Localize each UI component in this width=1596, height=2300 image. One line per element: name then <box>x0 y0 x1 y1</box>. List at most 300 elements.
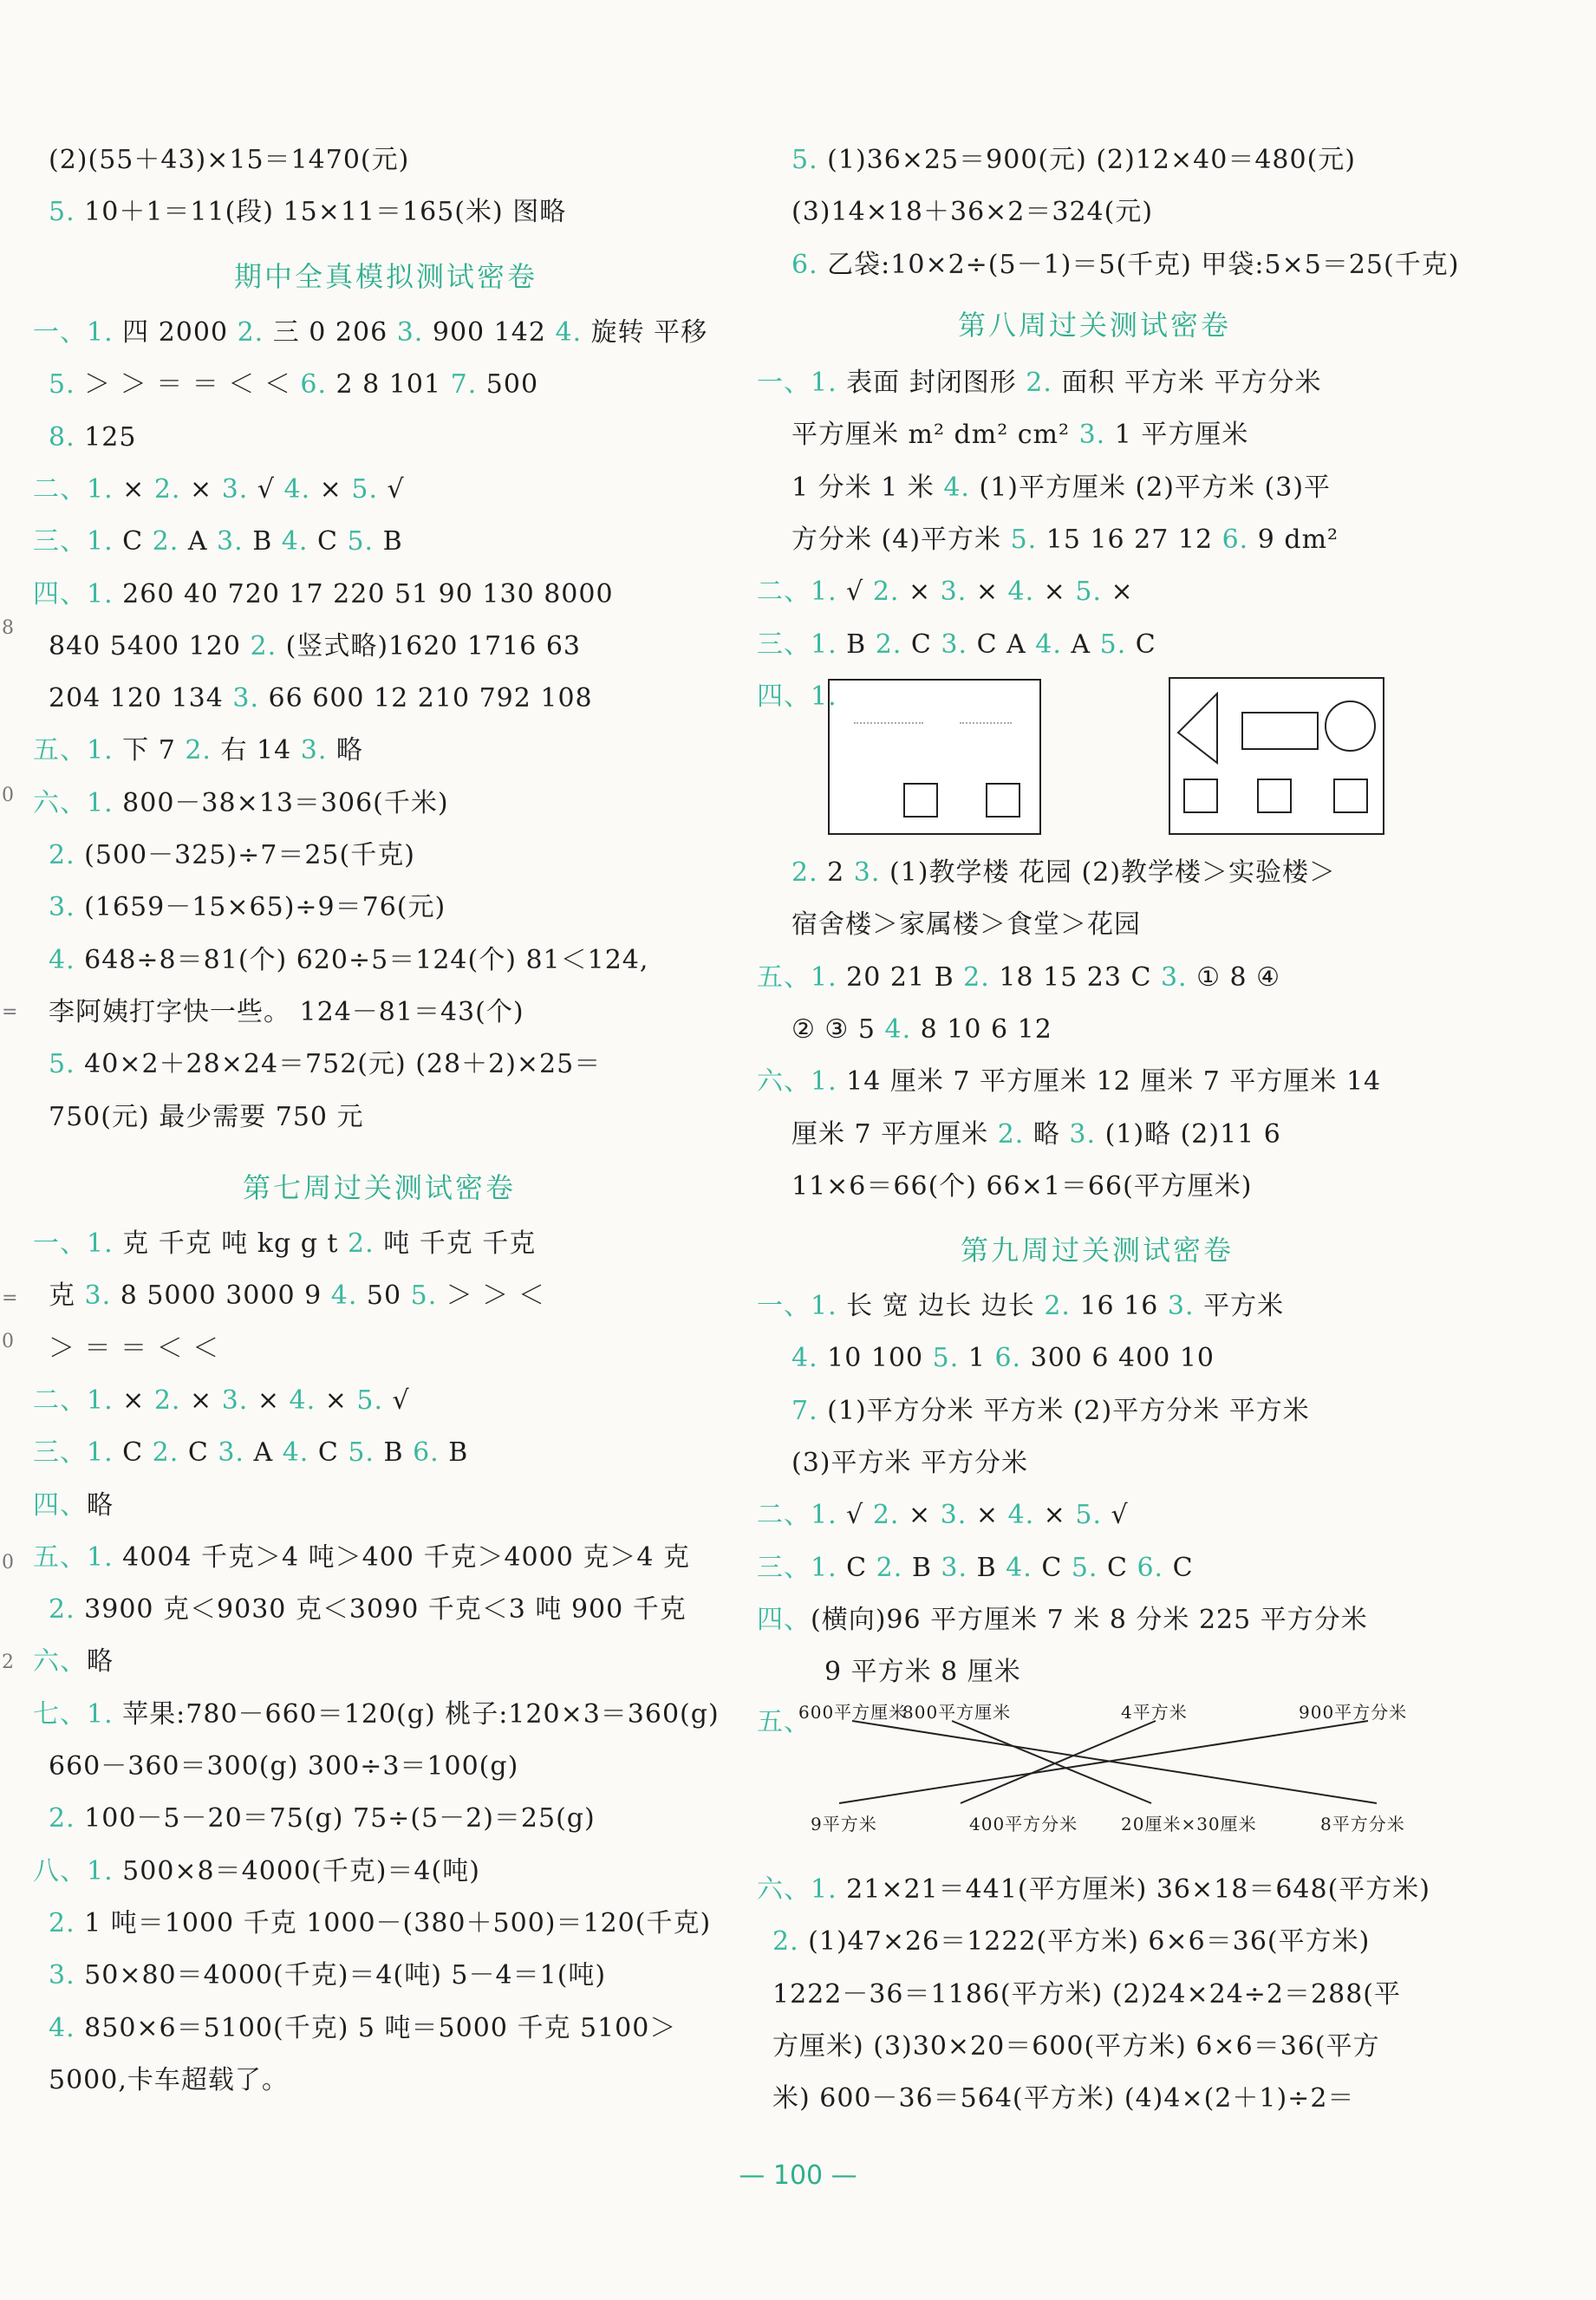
question-number: 3. <box>1167 1291 1195 1321</box>
question-number: 3. <box>84 1280 112 1312</box>
question-number: 5. <box>49 197 75 228</box>
question-number: 5. <box>1010 524 1038 555</box>
answer-text: (3)14×18＋36×2＝324(元) <box>791 197 1154 228</box>
answer-text: × <box>899 1500 941 1531</box>
answer-text: C <box>308 526 348 557</box>
answer-text: × <box>310 473 352 505</box>
question-number: 5. <box>49 369 75 401</box>
section-title: 第七周过关测试密卷 <box>243 1171 517 1204</box>
answer-text: 方分米 (4)平方米 <box>791 524 1011 555</box>
question-number: 3. <box>300 735 328 766</box>
question-number: 2. <box>153 473 181 505</box>
answer-line <box>772 1976 1401 2014</box>
question-number: 3. <box>49 1960 75 1991</box>
question-number: 7. <box>450 369 478 401</box>
answer-text: 1222－36＝1186(平方米) (2)24×24÷2＝288(平 <box>772 1978 1401 2010</box>
answer-line <box>49 1277 545 1315</box>
answer-line <box>33 1539 690 1577</box>
question-number: 4. <box>943 472 970 503</box>
question-number: 4. <box>49 944 75 975</box>
margin-mark: 0 <box>2 1552 14 1574</box>
answer-text: 5000,卡车超载了。 <box>49 2064 289 2095</box>
answer-line <box>33 314 707 352</box>
answer-text: 14 厘米 7 平方厘米 12 厘米 7 平方厘米 14 <box>837 1066 1382 1098</box>
answer-line <box>33 732 363 770</box>
answer-text: 略 <box>87 1489 114 1521</box>
answer-line <box>49 1800 596 1838</box>
question-number: 3. <box>232 683 260 714</box>
answer-line <box>791 1168 1253 1206</box>
question-number: 2. <box>185 735 212 766</box>
answer-line <box>772 2080 1354 2118</box>
matching-item-top: 600平方厘米 <box>798 1702 908 1723</box>
question-number: 4. <box>555 317 583 348</box>
answer-text: C <box>1032 1552 1072 1583</box>
answer-line <box>49 628 581 666</box>
question-number: 5. <box>49 1049 75 1080</box>
answer-text: 长 宽 边长 边长 <box>837 1291 1045 1321</box>
question-number: 2. <box>49 1803 75 1834</box>
question-number: 3. <box>1069 1118 1097 1150</box>
question-number: 5. <box>1071 1552 1098 1583</box>
answer-text: × <box>248 1385 290 1416</box>
answer-text: 右 14 <box>211 735 301 766</box>
answer-line <box>33 471 405 509</box>
question-number: 八、1. <box>33 1855 114 1886</box>
question-number: 5. <box>791 145 818 175</box>
answer-text: × <box>113 1385 154 1416</box>
answer-text: C <box>113 526 153 557</box>
question-number: 3. <box>218 1437 244 1469</box>
answer-text: 1 分米 1 米 <box>791 472 944 503</box>
answer-text: 乙袋:10×2÷(5－1)＝5(千克) 甲袋:5×5＝25(千克) <box>818 249 1460 280</box>
answer-line <box>757 1287 1284 1326</box>
answer-line <box>49 193 566 231</box>
question-number: 2. <box>1026 368 1052 398</box>
section-title: 第九周过关测试密卷 <box>961 1234 1234 1267</box>
question-number: 2. <box>772 1926 799 1958</box>
question-number: 4. <box>330 1280 358 1312</box>
answer-text: ＞ ＞ ＜ <box>437 1280 545 1312</box>
question-number: 4. <box>791 1343 818 1374</box>
answer-text: 66 600 12 210 792 108 <box>259 683 593 714</box>
question-number: 4. <box>1035 629 1062 660</box>
question-number: 4. <box>49 2012 75 2043</box>
question-number: 三、1. <box>33 526 114 557</box>
answer-line <box>757 678 837 716</box>
question-number: 5. <box>1075 577 1102 608</box>
question-number: 一、1. <box>33 317 114 348</box>
question-number: 3. <box>1160 961 1188 993</box>
question-number: 6. <box>1137 1552 1164 1583</box>
answer-text: 平方米 <box>1194 1291 1285 1321</box>
answer-text: 100－5－20＝75(g) 75÷(5－2)＝25(g) <box>75 1803 596 1834</box>
answer-text: × <box>180 473 222 505</box>
margin-mark: 2 <box>2 1652 14 1673</box>
question-number: 七、1. <box>33 1698 114 1730</box>
question-number: 四、1. <box>33 578 114 609</box>
answer-line <box>791 1444 1028 1482</box>
answer-line <box>757 573 1134 611</box>
question-number: 3. <box>1078 420 1106 451</box>
question-number: 六、1. <box>757 1874 837 1905</box>
question-number: 2. <box>876 1552 903 1583</box>
answer-line <box>772 1923 1370 1961</box>
answer-text: 1 <box>959 1343 995 1374</box>
question-number: 3. <box>221 473 249 505</box>
question-number: 2. <box>872 1500 900 1531</box>
answer-text: 9 dm² <box>1248 524 1339 555</box>
question-number: 5. <box>347 526 375 557</box>
answer-text: (1)36×25＝900(元) (2)12×40＝480(元) <box>818 145 1356 175</box>
answer-text: 40×2＋28×24＝752(元) (28＋2)×25＝ <box>75 1049 602 1080</box>
question-number: 5. <box>1075 1500 1102 1531</box>
answer-text: 四 2000 <box>113 317 238 348</box>
answer-text: 840 5400 120 <box>49 630 251 661</box>
answer-text: 15 16 27 12 <box>1037 524 1222 555</box>
answer-text: (2)(55＋43)×15＝1470(元) <box>49 145 410 175</box>
answer-line <box>791 854 1336 892</box>
answer-text: (1)47×26＝1222(平方米) 6×6＝36(平方米) <box>798 1926 1371 1958</box>
answer-text: × <box>113 473 154 505</box>
answer-text: C <box>113 1437 153 1469</box>
matching-item-bottom: 9平方米 <box>811 1814 877 1834</box>
margin-mark: = <box>2 1001 18 1023</box>
question-number: 7. <box>791 1395 818 1426</box>
question-number: 2. <box>963 961 990 993</box>
answer-line <box>49 1957 606 1995</box>
question-number: 五、1. <box>33 735 114 766</box>
question-number: 四、 <box>757 1604 811 1635</box>
question-number: 6. <box>413 1437 440 1469</box>
question-number: 三、1. <box>757 1552 837 1583</box>
answer-text: 300 6 400 10 <box>1021 1343 1215 1374</box>
answer-text: 米) 600－36＝564(平方米) (4)4×(2＋1)÷2＝ <box>772 2083 1355 2114</box>
answer-text: 宿舍楼＞家属楼＞食堂＞花园 <box>791 909 1141 941</box>
answer-text: 204 120 134 <box>49 683 233 714</box>
question-number: 一、1. <box>33 1228 114 1259</box>
question-number: 5. <box>932 1343 960 1374</box>
answer-line <box>49 1748 518 1786</box>
answer-text: ＞ ＝ ＝ ＜ ＜ <box>49 1332 220 1364</box>
answer-text: 648÷8＝81(个) 620÷5＝124(个) 81＜124, <box>75 944 649 975</box>
answer-text: (竖式略)1620 1716 63 <box>277 630 581 661</box>
answer-text: 下 7 <box>113 735 186 766</box>
answer-line <box>33 1382 410 1420</box>
answer-line <box>791 416 1248 454</box>
answer-text: A <box>244 1437 283 1469</box>
answer-text: (1)平方厘米 (2)平方米 (3)平 <box>969 472 1332 503</box>
question-number: 五、1. <box>757 961 837 993</box>
question-number: 5. <box>348 1437 375 1469</box>
question-number: 3. <box>221 1385 249 1416</box>
answer-text: 克 <box>49 1280 85 1312</box>
answer-text: 10 100 <box>818 1343 933 1374</box>
answer-text: 11×6＝66(个) 66×1＝66(平方厘米) <box>791 1170 1253 1202</box>
answer-text: ② ③ 5 <box>791 1013 885 1045</box>
answer-text: C <box>309 1437 349 1469</box>
question-number: 3. <box>217 526 244 557</box>
answer-line <box>49 1330 219 1368</box>
question-number: 2. <box>49 1907 75 1938</box>
answer-text: 厘米 7 平方厘米 <box>791 1118 998 1150</box>
answer-text: 三 0 206 <box>264 317 397 348</box>
answer-line <box>791 521 1339 559</box>
matching-item-bottom: 20厘米×30厘米 <box>1121 1814 1257 1834</box>
answer-line <box>49 889 446 927</box>
question-number: 4. <box>1006 1552 1033 1583</box>
answer-text: 吨 千克 千克 <box>374 1228 537 1259</box>
answer-text: √ <box>377 473 405 505</box>
question-number: 4. <box>884 1013 912 1045</box>
answer-text: 2 8 101 <box>327 369 451 401</box>
answer-line <box>791 246 1459 284</box>
answer-line <box>757 364 1321 402</box>
question-number: 2. <box>250 630 277 661</box>
answer-text: 表面 封闭图形 <box>837 368 1026 398</box>
answer-text: 李阿姨打字快一些。 124－81＝43(个) <box>49 996 524 1027</box>
answer-text: 方厘米) (3)30×20＝600(平方米) 6×6＝36(平方 <box>772 2030 1380 2062</box>
question-number: 6. <box>994 1343 1022 1374</box>
answer-text: C <box>1126 629 1156 660</box>
answer-line <box>49 680 593 718</box>
question-number: 2. <box>872 577 900 608</box>
answer-text: (1659－15×65)÷9＝76(元) <box>75 892 446 923</box>
answer-line <box>757 959 1280 997</box>
question-number: 3. <box>49 892 75 923</box>
matching-item-top: 800平方厘米 <box>902 1702 1012 1723</box>
answer-text: ＞ ＞ ＝ ＝ ＜ ＜ <box>75 369 301 401</box>
question-number: 四、1. <box>757 681 837 712</box>
question-number: 六、1. <box>33 787 114 818</box>
answer-text: 660－360＝300(g) 300÷3＝100(g) <box>49 1751 519 1782</box>
answer-text: 750(元) 最少需要 750 元 <box>49 1101 364 1132</box>
answer-text: 略 <box>327 735 363 766</box>
answer-text: C <box>902 629 941 660</box>
answer-text: 8 5000 3000 9 <box>111 1280 331 1312</box>
question-number: 5. <box>351 473 378 505</box>
question-number: 4. <box>1007 1500 1035 1531</box>
answer-line <box>49 837 415 875</box>
answer-text: C A <box>967 629 1036 660</box>
question-number: 二、1. <box>33 473 114 505</box>
answer-text: 20 21 B <box>837 961 964 993</box>
answer-text: 略 <box>1024 1118 1070 1150</box>
question-number: 2. <box>152 1437 179 1469</box>
answer-text: × <box>1101 577 1134 608</box>
answer-text: B <box>967 1552 1006 1583</box>
question-number: 二、1. <box>757 1500 837 1531</box>
matching-item-top: 900平方分米 <box>1299 1702 1408 1723</box>
answer-text: 8 10 6 12 <box>911 1013 1052 1045</box>
margin-mark: 0 <box>2 785 14 806</box>
answer-text: 260 40 720 17 220 51 90 130 8000 <box>113 578 614 609</box>
answer-text: B <box>374 1437 414 1469</box>
question-number: 二、1. <box>33 1385 114 1416</box>
answer-line <box>49 419 136 457</box>
answer-text: 21×21＝441(平方厘米) 36×18＝648(平方米) <box>837 1874 1431 1905</box>
question-number: 5. <box>356 1385 383 1416</box>
answer-line <box>791 193 1153 231</box>
answer-text: 500 <box>477 369 539 401</box>
answer-text: B <box>374 526 403 557</box>
answer-text: × <box>1034 577 1076 608</box>
answer-text: 平方厘米 m² dm² cm² <box>791 420 1079 451</box>
answer-text: ① 8 ④ <box>1187 961 1281 993</box>
answer-line <box>791 1011 1052 1049</box>
question-number: 4. <box>1007 577 1035 608</box>
answer-text: 2 <box>818 857 854 888</box>
margin-mark: = <box>2 1287 18 1309</box>
answer-line <box>49 1591 687 1629</box>
answer-text: 4004 千克＞4 吨＞400 千克＞4000 克＞4 克 <box>113 1541 690 1573</box>
question-number: 2. <box>237 317 264 348</box>
question-number: 3. <box>940 577 967 608</box>
answer-line <box>49 994 524 1032</box>
answer-text: (1)教学楼 花园 (2)教学楼＞实验楼＞ <box>880 857 1337 888</box>
answer-line <box>33 1696 720 1734</box>
answer-line <box>49 1098 364 1137</box>
answer-line <box>791 1116 1281 1154</box>
margin-mark: 0 <box>2 1331 14 1352</box>
question-number: 2. <box>997 1118 1025 1150</box>
answer-text: (3)平方米 平方分米 <box>791 1447 1029 1478</box>
answer-text: 克 千克 吨 kg g t <box>113 1228 349 1259</box>
answer-text: 18 15 23 C <box>989 961 1161 993</box>
answer-line <box>33 1853 480 1891</box>
question-number: 三、1. <box>33 1437 114 1469</box>
question-number: 3. <box>941 1552 968 1583</box>
answer-text: 9 平方米 8 厘米 <box>824 1657 1021 1688</box>
answer-text: 50 <box>357 1280 411 1312</box>
question-number: 4. <box>289 1385 316 1416</box>
answer-text: √ <box>248 473 284 505</box>
answer-line <box>791 1339 1215 1378</box>
answer-line <box>33 1487 114 1525</box>
question-number: 6. <box>791 249 818 280</box>
answer-line <box>757 1601 1368 1639</box>
answer-text: 16 16 <box>1070 1291 1168 1321</box>
answer-text: 900 142 <box>423 317 556 348</box>
answer-text: × <box>967 577 1008 608</box>
answer-text: C <box>179 1437 218 1469</box>
answer-text: A <box>1061 629 1100 660</box>
answer-text: 50×80＝4000(千克)＝4(吨) 5－4＝1(吨) <box>75 1960 607 1991</box>
answer-line <box>33 576 614 614</box>
margin-mark: 8 <box>2 617 14 639</box>
answer-line <box>757 1549 1194 1587</box>
answer-text: 800－38×13＝306(千米) <box>113 787 449 818</box>
answer-line <box>49 2010 676 2048</box>
answer-line <box>49 141 409 179</box>
answer-line <box>33 1643 114 1681</box>
answer-line <box>791 141 1356 179</box>
answer-line <box>33 1225 536 1263</box>
question-number: 四、 <box>33 1489 87 1521</box>
answer-text: (横向)96 平方厘米 7 米 8 分米 225 平方分米 <box>811 1604 1368 1635</box>
question-number: 2. <box>875 629 902 660</box>
matching-item-top: 4平方米 <box>1121 1702 1188 1723</box>
answer-line <box>33 785 449 823</box>
section-title: 期中全真模拟测试密卷 <box>234 260 538 293</box>
question-number: 2. <box>49 1594 75 1626</box>
answer-text: × <box>967 1500 1008 1531</box>
answer-text: B <box>837 629 876 660</box>
question-number: 3. <box>941 629 968 660</box>
answer-text: √ <box>837 577 873 608</box>
answer-line <box>49 1046 601 1084</box>
answer-text: × <box>899 577 941 608</box>
answer-text: B <box>439 1437 469 1469</box>
answer-text: × <box>180 1385 222 1416</box>
answer-text: C <box>1163 1552 1194 1583</box>
question-number: 3. <box>853 857 881 888</box>
answer-text: B <box>902 1552 941 1583</box>
answer-text: 面积 平方米 平方分米 <box>1052 368 1322 398</box>
answer-line <box>33 523 403 561</box>
question-number: 5. <box>410 1280 438 1312</box>
question-number: 2. <box>153 1385 181 1416</box>
question-number: 五、1. <box>33 1541 114 1573</box>
answer-line <box>791 1392 1310 1430</box>
answer-text: C <box>1098 1552 1137 1583</box>
question-number: 8. <box>49 421 75 453</box>
question-number: 2. <box>152 526 179 557</box>
question-number: 一、1. <box>757 1291 837 1321</box>
answer-line <box>49 366 538 404</box>
answer-text: 苹果:780－660＝120(g) 桃子:120×3＝360(g) <box>113 1698 720 1730</box>
answer-text: × <box>1034 1500 1076 1531</box>
answer-text: 850×6＝5100(千克) 5 吨＝5000 千克 5100＞ <box>75 2012 677 2043</box>
question-number: 2. <box>791 857 818 888</box>
section-title: 第八周过关测试密卷 <box>958 309 1232 342</box>
answer-text: 3900 克＜9030 克＜3090 千克＜3 吨 900 千克 <box>75 1594 687 1626</box>
question-number: 4. <box>281 526 309 557</box>
answer-line <box>33 1434 468 1472</box>
answer-text: A <box>179 526 218 557</box>
answer-text: √ <box>1101 1500 1129 1531</box>
answer-line <box>757 1063 1381 1101</box>
question-number: 一、1. <box>757 368 837 398</box>
answer-text: 125 <box>75 421 137 453</box>
answer-text: √ <box>383 1385 410 1416</box>
question-number: 6. <box>1221 524 1249 555</box>
answer-line <box>824 1653 1021 1691</box>
question-number: 二、1. <box>757 577 837 608</box>
matching-item-bottom: 8平方分米 <box>1320 1814 1405 1834</box>
answer-text: B <box>243 526 282 557</box>
answer-line <box>49 1905 711 1943</box>
answer-text: (1)略 (2)11 6 <box>1096 1118 1281 1150</box>
question-number: 3. <box>396 317 424 348</box>
answer-text: 旋转 平移 <box>582 317 708 348</box>
question-number: 五、 <box>757 1707 811 1737</box>
question-number: 4. <box>282 1437 309 1469</box>
answer-text: 1 吨＝1000 千克 1000－(380＋500)＝120(千克) <box>75 1907 712 1938</box>
answer-line <box>791 469 1331 507</box>
answer-text: C <box>837 1552 876 1583</box>
answer-line <box>49 942 648 980</box>
answer-text: √ <box>837 1500 873 1531</box>
answer-text: 500×8＝4000(千克)＝4(吨) <box>113 1855 480 1886</box>
question-number: 2. <box>348 1228 375 1259</box>
matching-item-bottom: 400平方分米 <box>969 1814 1078 1834</box>
question-number: 六、 <box>33 1646 87 1678</box>
answer-line <box>772 2028 1380 2066</box>
question-number: 三、1. <box>757 629 837 660</box>
answer-text: 略 <box>87 1646 114 1678</box>
answer-line <box>757 1496 1129 1534</box>
